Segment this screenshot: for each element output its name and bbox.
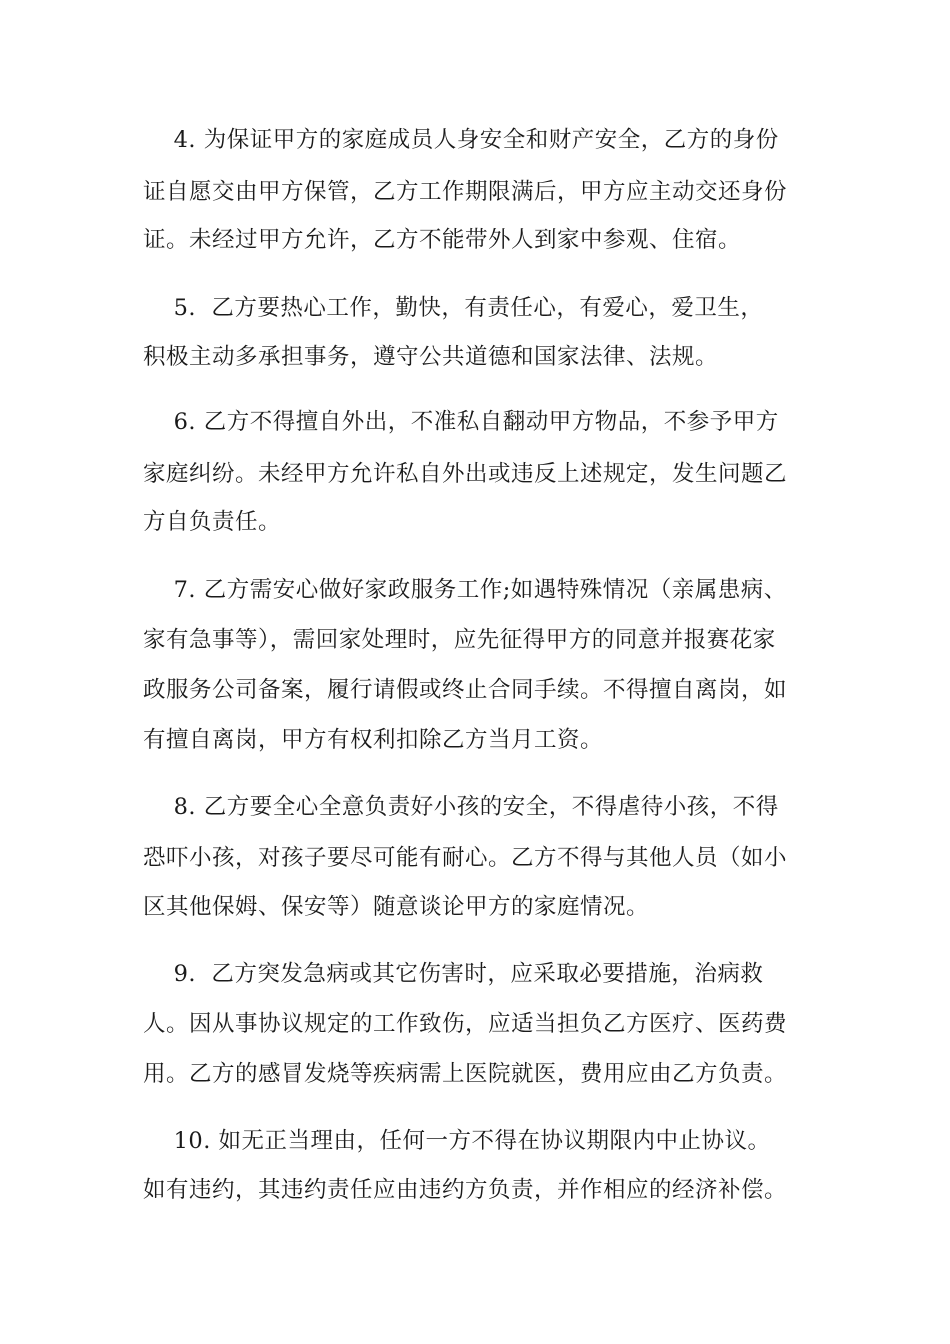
clause-5-line-2: 积极主动多承担事务，遵守公共道德和国家法律、法规。 bbox=[143, 344, 719, 370]
clause-9-line-2: 人。因从事协议规定的工作致伤，应适当担负乙方医疗、医药费 bbox=[143, 1011, 788, 1037]
clause-7-line-3: 政服务公司备案，履行请假或终止合同手续。不得擅自离岗，如 bbox=[143, 677, 788, 703]
clause-9-line-3: 用。乙方的感冒发烧等疾病需上医院就医，费用应由乙方负责。 bbox=[143, 1061, 788, 1087]
clause-10-line-2: 如有违约，其违约责任应由违约方负责，并作相应的经济补偿。 bbox=[143, 1177, 788, 1203]
clause-8-line-3: 区其他保姆、保安等）随意谈论甲方的家庭情况。 bbox=[143, 894, 650, 920]
clause-8-line-2: 恐吓小孩，对孩子要尽可能有耐心。乙方不得与其他人员（如小 bbox=[143, 845, 788, 871]
clause-10-line-1: 10. 如无正当理由，任何一方不得在协议期限内中止协议。 bbox=[143, 1128, 771, 1154]
clause-7-line-2: 家有急事等），需回家处理时，应先征得甲方的同意并报赛花家 bbox=[143, 627, 776, 653]
clause-4-line-2: 证自愿交由甲方保管，乙方工作期限满后，甲方应主动交还身份 bbox=[143, 179, 788, 205]
clause-8-line-1: 8. 乙方要全心全意负责好小孩的安全，不得虐待小孩，不得 bbox=[143, 794, 779, 820]
clause-9-line-1: 9. 乙方突发急病或其它伤害时，应采取必要措施，治病救 bbox=[143, 961, 764, 987]
clause-7-line-1: 7. 乙方需安心做好家政服务工作;如遇特殊情况（亲属患病、 bbox=[143, 577, 787, 603]
clause-6-line-3: 方自负责任。 bbox=[143, 509, 282, 535]
clause-7-line-4: 有擅自离岗，甲方有权利扣除乙方当月工资。 bbox=[143, 727, 604, 753]
clause-4-line-1: 4. 为保证甲方的家庭成员人身安全和财产安全，乙方的身份 bbox=[143, 127, 779, 153]
clause-5-line-1: 5. 乙方要热心工作，勤快，有责任心，有爱心，爱卫生， bbox=[143, 295, 764, 321]
clause-6-line-2: 家庭纠纷。未经甲方允许私自外出或违反上述规定，发生问题乙 bbox=[143, 461, 788, 487]
clause-6-line-1: 6. 乙方不得擅自外出，不准私自翻动甲方物品，不参予甲方 bbox=[143, 409, 779, 435]
clause-4-line-3: 证。未经过甲方允许，乙方不能带外人到家中参观、住宿。 bbox=[143, 227, 742, 253]
